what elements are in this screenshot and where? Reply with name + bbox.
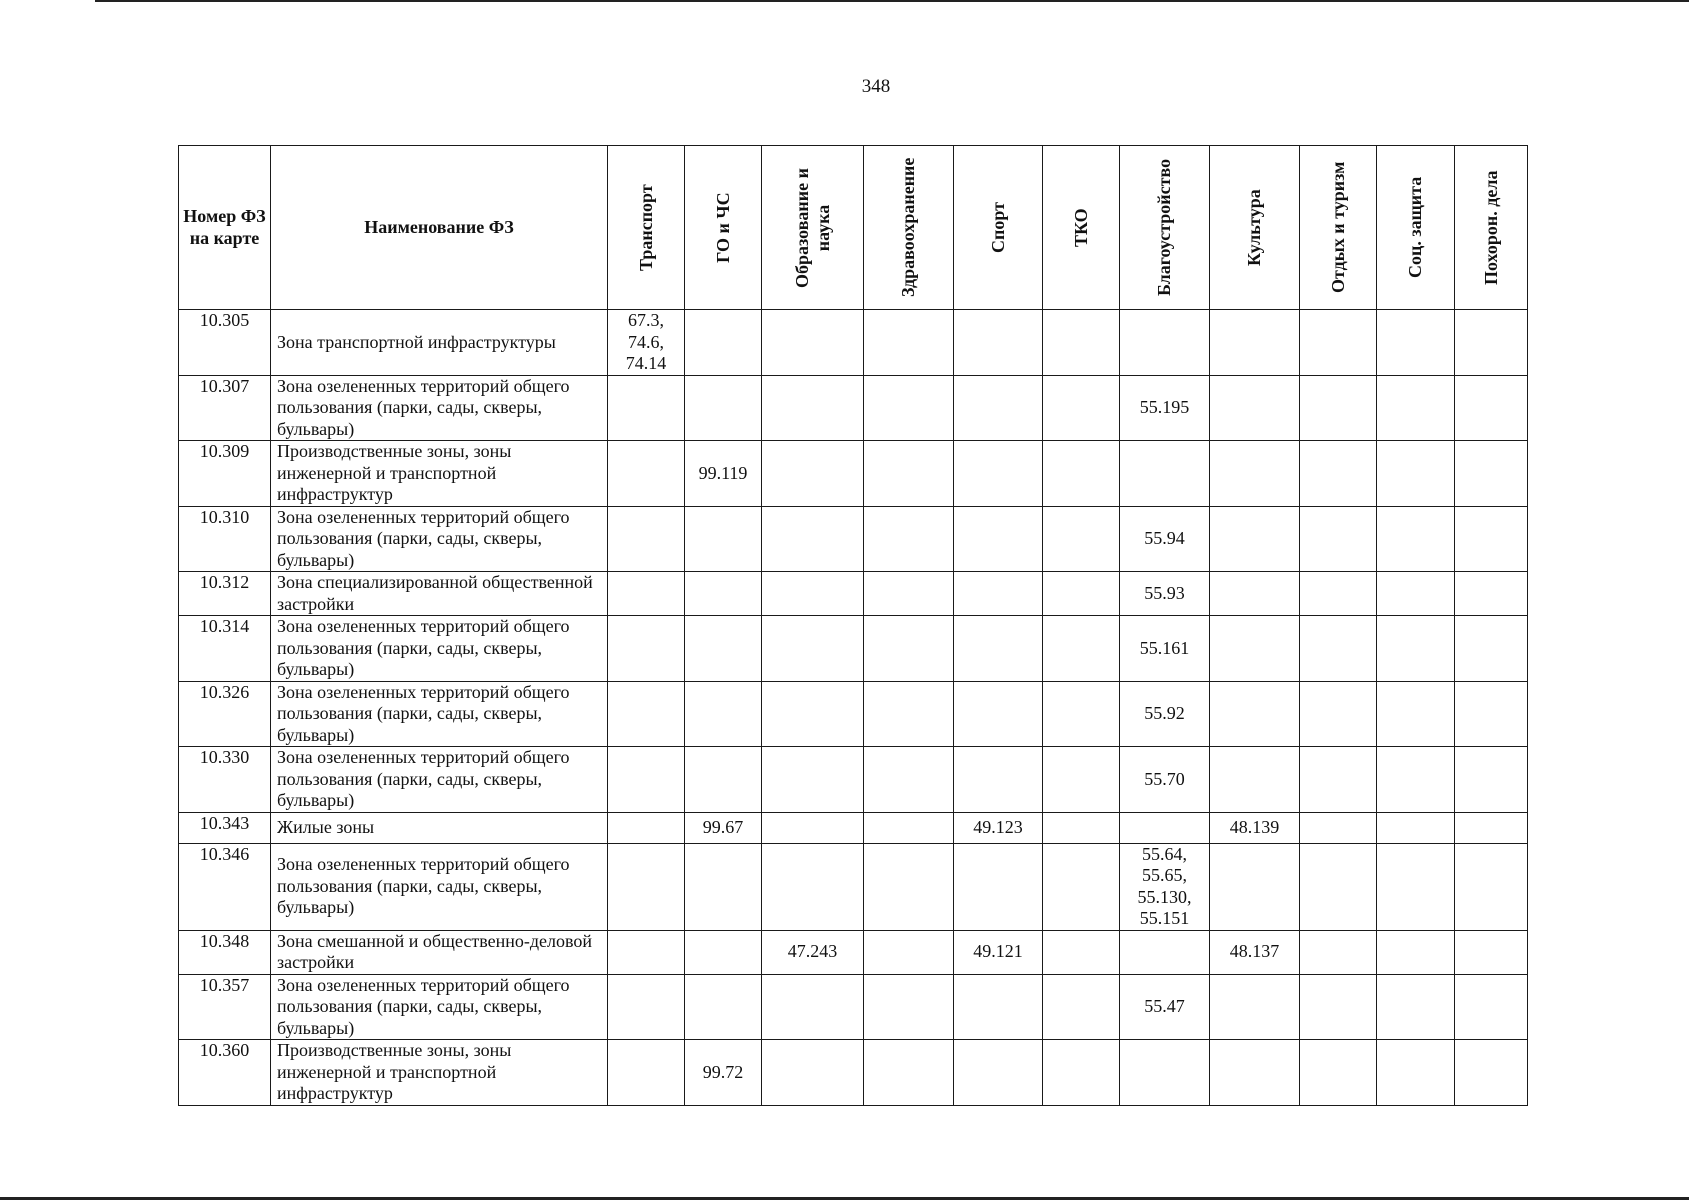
row-cell — [1455, 310, 1528, 376]
row-cell: 99.67 — [685, 812, 762, 843]
row-cell: 55.47 — [1120, 974, 1210, 1040]
row-cell: 99.119 — [685, 441, 762, 507]
row-cell — [954, 441, 1043, 507]
row-cell — [608, 1040, 685, 1106]
header-label: Образование и наука — [791, 167, 833, 288]
row-cell — [1043, 441, 1120, 507]
row-cell: 48.137 — [1210, 930, 1300, 974]
row-cell — [685, 616, 762, 682]
header-label: Похорон. дела — [1480, 170, 1501, 285]
row-name: Зона озелененных территорий общего пользования (парки, сады, скверы, бульвары) — [271, 506, 608, 572]
row-cell — [762, 681, 864, 747]
row-cell: 99.72 — [685, 1040, 762, 1106]
row-cell — [1210, 310, 1300, 376]
row-cell — [864, 681, 954, 747]
row-name: Зона озелененных территорий общего пользования (парки, сады, скверы, бульвары) — [271, 375, 608, 441]
row-cell — [1377, 1040, 1455, 1106]
row-cell — [1210, 506, 1300, 572]
row-cell: 55.64, 55.65, 55.130, 55.151 — [1120, 843, 1210, 930]
row-cell — [1377, 616, 1455, 682]
row-cell — [864, 310, 954, 376]
row-cell — [1300, 441, 1377, 507]
row-cell — [685, 310, 762, 376]
fz-table — [178, 145, 1528, 1106]
row-cell — [1300, 506, 1377, 572]
row-cell — [1300, 572, 1377, 616]
row-cell — [1043, 843, 1120, 930]
row-cell — [864, 1040, 954, 1106]
row-cell — [1377, 375, 1455, 441]
row-cell — [864, 843, 954, 930]
row-cell — [954, 681, 1043, 747]
row-cell — [1300, 681, 1377, 747]
row-cell — [864, 375, 954, 441]
row-cell: 49.123 — [954, 812, 1043, 843]
row-number: 10.312 — [179, 572, 271, 616]
row-number: 10.326 — [179, 681, 271, 747]
row-cell — [762, 1040, 864, 1106]
row-cell — [1455, 747, 1528, 813]
row-cell: 55.195 — [1120, 375, 1210, 441]
row-cell — [1300, 812, 1377, 843]
row-cell — [1043, 375, 1120, 441]
row-cell — [1120, 441, 1210, 507]
row-cell — [1377, 441, 1455, 507]
row-cell — [1300, 310, 1377, 376]
row-cell — [864, 974, 954, 1040]
row-cell — [1120, 812, 1210, 843]
table-row — [179, 812, 1528, 843]
row-number: 10.307 — [179, 375, 271, 441]
header-education — [762, 146, 864, 310]
row-cell — [1455, 681, 1528, 747]
row-cell — [1455, 506, 1528, 572]
row-cell — [762, 812, 864, 843]
row-name: Зона транспортной инфраструктуры — [271, 310, 608, 376]
row-cell — [1455, 974, 1528, 1040]
row-cell — [1377, 506, 1455, 572]
table-row — [179, 930, 1528, 974]
row-cell — [608, 506, 685, 572]
header-label: Культура — [1244, 189, 1264, 266]
row-cell — [864, 572, 954, 616]
row-number: 10.346 — [179, 843, 271, 930]
row-cell — [1377, 843, 1455, 930]
row-cell — [762, 616, 864, 682]
row-cell — [1120, 930, 1210, 974]
table-row — [179, 843, 1528, 930]
row-cell — [1043, 616, 1120, 682]
row-name: Зона озелененных территорий общего пользования (парки, сады, скверы, бульвары) — [271, 974, 608, 1040]
row-cell — [762, 375, 864, 441]
row-cell — [685, 843, 762, 930]
row-cell — [1210, 572, 1300, 616]
row-cell — [954, 1040, 1043, 1106]
row-cell — [1455, 930, 1528, 974]
row-name: Зона озелененных территорий общего пользования (парки, сады, скверы, бульвары) — [271, 747, 608, 813]
row-cell — [1300, 616, 1377, 682]
row-cell — [954, 747, 1043, 813]
table-row — [179, 1040, 1528, 1106]
row-number: 10.357 — [179, 974, 271, 1040]
table-row — [179, 572, 1528, 616]
row-cell — [1377, 747, 1455, 813]
row-cell — [685, 506, 762, 572]
header-sport — [954, 146, 1043, 310]
row-cell — [1455, 843, 1528, 930]
row-cell — [1120, 1040, 1210, 1106]
row-cell — [954, 310, 1043, 376]
row-cell — [762, 310, 864, 376]
header-label: Соц. защита — [1405, 176, 1425, 278]
row-cell — [1210, 1040, 1300, 1106]
row-cell — [1300, 747, 1377, 813]
row-cell — [685, 681, 762, 747]
row-cell — [1210, 375, 1300, 441]
page-number: 348 — [861, 76, 891, 97]
header-label: Благоустройство — [1154, 158, 1174, 296]
row-cell: 48.139 — [1210, 812, 1300, 843]
row-cell — [685, 930, 762, 974]
row-cell — [1377, 572, 1455, 616]
row-name: Зона смешанной и общественно-деловой застройки — [271, 930, 608, 974]
row-cell: 55.161 — [1120, 616, 1210, 682]
row-cell — [1300, 843, 1377, 930]
row-cell — [864, 747, 954, 813]
row-cell: 55.70 — [1120, 747, 1210, 813]
row-cell — [1377, 812, 1455, 843]
row-name: Зона озелененных территорий общего пользования (парки, сады, скверы, бульвары) — [271, 616, 608, 682]
header-social — [1377, 146, 1455, 310]
row-cell — [608, 681, 685, 747]
row-name: Жилые зоны — [271, 812, 608, 843]
row-cell — [954, 974, 1043, 1040]
row-cell — [685, 572, 762, 616]
row-cell — [1210, 441, 1300, 507]
header-label: Спорт — [987, 202, 1008, 253]
row-cell — [864, 930, 954, 974]
header-label: ТКО — [1070, 208, 1091, 247]
row-cell — [608, 812, 685, 843]
table-row — [179, 375, 1528, 441]
table-row — [179, 506, 1528, 572]
header-go-chs — [685, 146, 762, 310]
header-funeral — [1455, 146, 1528, 310]
row-cell — [1210, 747, 1300, 813]
row-cell — [608, 843, 685, 930]
row-name: Зона специализированной общественной застройки — [271, 572, 608, 616]
row-number: 10.360 — [179, 1040, 271, 1106]
row-cell — [1300, 974, 1377, 1040]
row-cell — [608, 974, 685, 1040]
row-cell — [1300, 375, 1377, 441]
row-cell — [864, 441, 954, 507]
row-cell — [608, 930, 685, 974]
row-cell — [864, 616, 954, 682]
row-cell — [1043, 572, 1120, 616]
table-row — [179, 747, 1528, 813]
row-number: 10.330 — [179, 747, 271, 813]
table-row — [179, 441, 1528, 507]
row-cell — [864, 812, 954, 843]
row-cell — [608, 441, 685, 507]
header-leisure — [1300, 146, 1377, 310]
table-row — [179, 681, 1528, 747]
row-number: 10.343 — [179, 812, 271, 843]
row-cell — [1455, 572, 1528, 616]
row-name: Зона озелененных территорий общего пользования (парки, сады, скверы, бульвары) — [271, 681, 608, 747]
row-number: 10.310 — [179, 506, 271, 572]
row-number: 10.309 — [179, 441, 271, 507]
row-cell — [1455, 375, 1528, 441]
header-name: Наименование ФЗ — [271, 146, 608, 310]
row-cell — [954, 616, 1043, 682]
row-name: Производственные зоны, зоны инженерной и транспортной инфраструктур — [271, 1040, 608, 1106]
row-cell — [1043, 681, 1120, 747]
row-cell: 55.94 — [1120, 506, 1210, 572]
row-cell — [762, 974, 864, 1040]
row-cell: 55.93 — [1120, 572, 1210, 616]
header-label: Здравоохранение — [898, 157, 918, 297]
row-cell — [762, 506, 864, 572]
row-cell: 49.121 — [954, 930, 1043, 974]
row-cell — [608, 572, 685, 616]
row-cell — [954, 506, 1043, 572]
table-row — [179, 310, 1528, 376]
row-cell: 47.243 — [762, 930, 864, 974]
row-cell — [1043, 930, 1120, 974]
row-cell — [685, 375, 762, 441]
row-cell — [1210, 681, 1300, 747]
row-cell — [1043, 506, 1120, 572]
row-cell — [762, 572, 864, 616]
row-cell — [1210, 616, 1300, 682]
row-cell — [762, 843, 864, 930]
row-cell — [1377, 974, 1455, 1040]
row-cell — [954, 572, 1043, 616]
row-cell — [1377, 930, 1455, 974]
row-cell — [1455, 812, 1528, 843]
header-transport — [608, 146, 685, 310]
header-improvement — [1120, 146, 1210, 310]
row-cell — [1455, 1040, 1528, 1106]
row-cell — [1210, 843, 1300, 930]
header-culture — [1210, 146, 1300, 310]
row-cell — [608, 375, 685, 441]
row-cell: 55.92 — [1120, 681, 1210, 747]
row-cell — [608, 747, 685, 813]
row-cell — [1377, 681, 1455, 747]
row-cell — [1043, 1040, 1120, 1106]
header-healthcare — [864, 146, 954, 310]
row-cell — [762, 747, 864, 813]
row-cell — [685, 747, 762, 813]
table-body — [179, 310, 1528, 1106]
top-border-line — [95, 0, 1689, 2]
row-cell — [1455, 616, 1528, 682]
row-cell — [1377, 310, 1455, 376]
header-number: Номер ФЗ на карте — [179, 146, 271, 310]
row-name: Зона озелененных территорий общего пользования (парки, сады, скверы, бульвары) — [271, 843, 608, 930]
row-cell — [1043, 812, 1120, 843]
row-number: 10.348 — [179, 930, 271, 974]
table-row — [179, 616, 1528, 682]
row-cell — [954, 375, 1043, 441]
row-cell — [762, 441, 864, 507]
header-label: ГО и ЧС — [712, 192, 733, 263]
row-cell — [1300, 1040, 1377, 1106]
row-cell: 67.3, 74.6, 74.14 — [608, 310, 685, 376]
row-cell — [1300, 930, 1377, 974]
table-row — [179, 974, 1528, 1040]
row-cell — [1210, 974, 1300, 1040]
row-cell — [1043, 974, 1120, 1040]
row-cell — [685, 974, 762, 1040]
row-cell — [864, 506, 954, 572]
row-cell — [608, 616, 685, 682]
row-number: 10.314 — [179, 616, 271, 682]
header-row — [179, 146, 1528, 310]
header-label: Отдых и туризм — [1327, 161, 1348, 293]
row-cell — [1455, 441, 1528, 507]
row-number: 10.305 — [179, 310, 271, 376]
header-tko — [1043, 146, 1120, 310]
row-name: Производственные зоны, зоны инженерной и транспортной инфраструктур — [271, 441, 608, 507]
header-label: Транспорт — [635, 184, 656, 271]
row-cell — [1043, 310, 1120, 376]
row-cell — [954, 843, 1043, 930]
row-cell — [1120, 310, 1210, 376]
row-cell — [1043, 747, 1120, 813]
